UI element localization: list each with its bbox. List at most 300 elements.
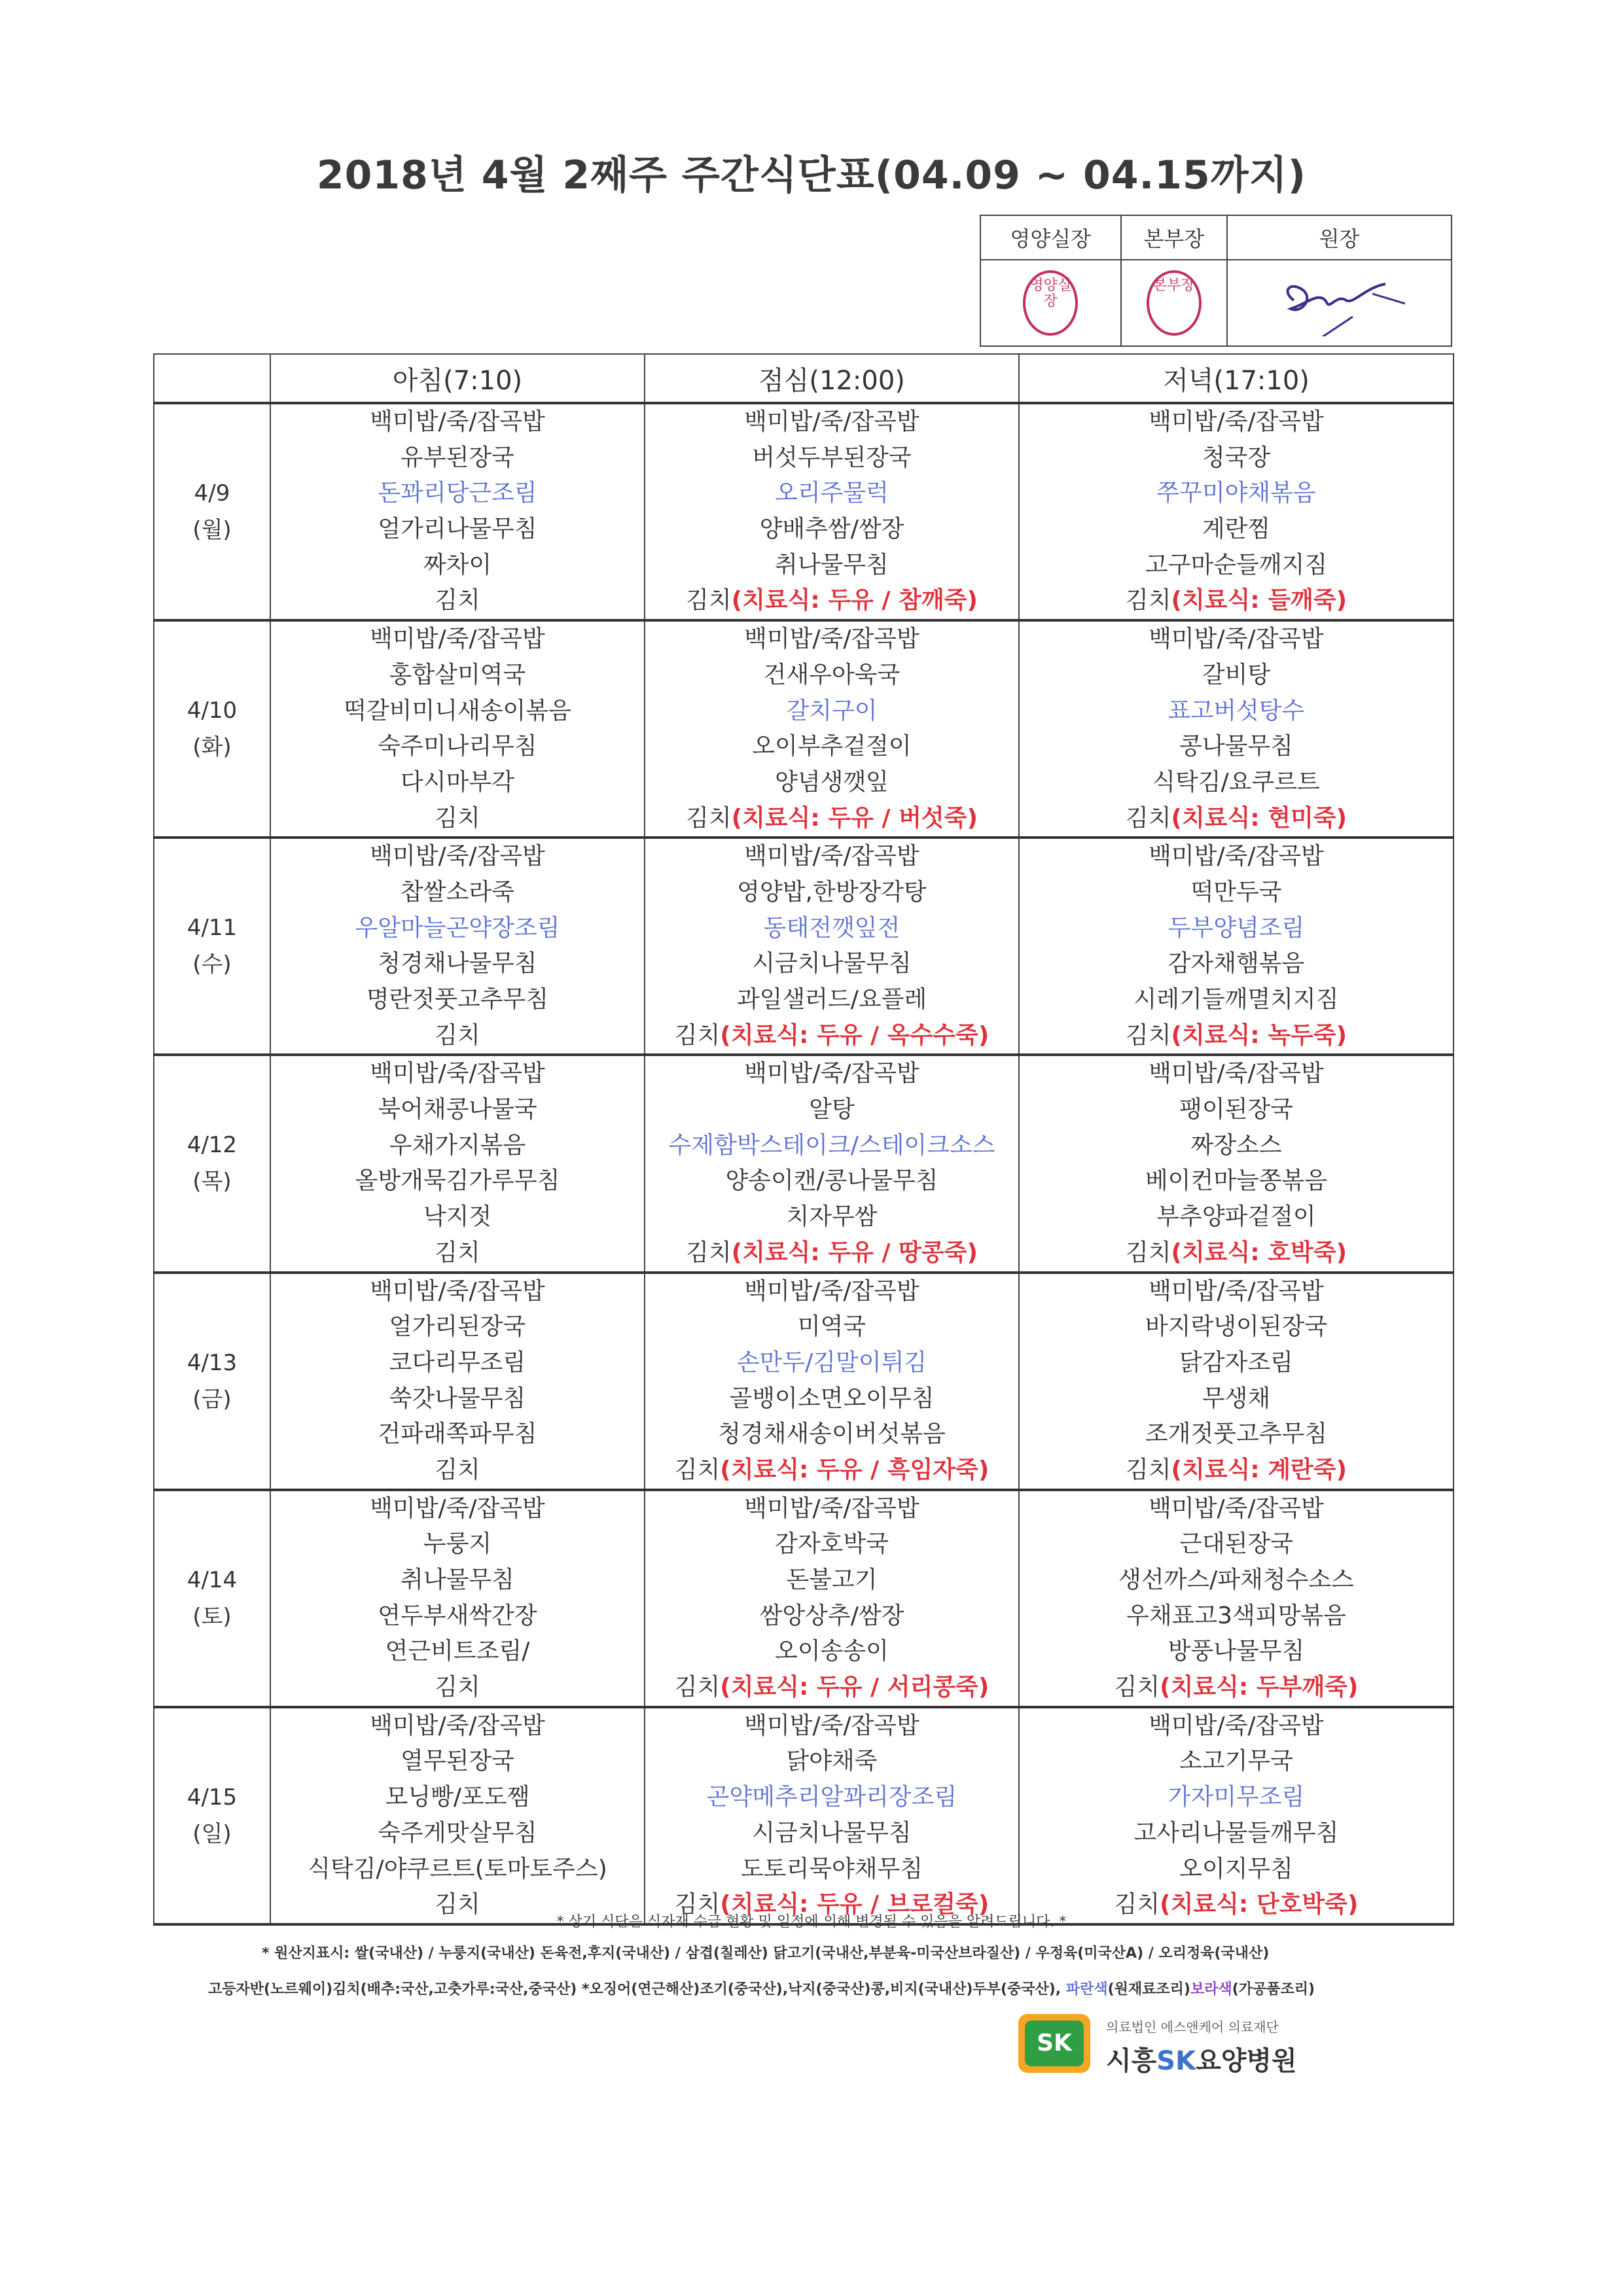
hospital-logo-icon [1018, 2014, 1090, 2073]
menu-item-text: 백미밥/죽/잡곡밥 [744, 1277, 919, 1305]
menu-item-text: 얼가리나물무침 [378, 516, 537, 543]
menu-item [645, 658, 1018, 694]
menu-item [271, 1780, 644, 1816]
menu-item-text: 백미밥/죽/잡곡밥 [370, 1494, 545, 1522]
menu-item [645, 1816, 1018, 1852]
menu-item [1020, 946, 1453, 982]
menu-item-text: 백미밥/죽/잡곡밥 [744, 1060, 919, 1087]
menu-item-text: 백미밥/죽/잡곡밥 [1149, 1712, 1324, 1739]
legend-blue-desc: (원재료조리) [1107, 1981, 1190, 1998]
menu-item [1020, 1274, 1453, 1310]
menu-item [645, 801, 1018, 837]
menu-item-text: 두부양념조림 [1168, 914, 1305, 942]
menu-item-text: 김치 [686, 804, 732, 832]
menu-item [1020, 658, 1453, 694]
menu-item [271, 1163, 644, 1199]
menu-item [271, 729, 644, 765]
day-weekday: (월) [192, 517, 232, 544]
menu-item-text: 백미밥/죽/잡곡밥 [370, 408, 545, 435]
menu-item-text: 고사리나물들깨무침 [1133, 1819, 1339, 1846]
menu-item-text: 모닝빵/포도쨈 [385, 1784, 530, 1811]
column-header-dinner: 저녁(17:10) [1019, 354, 1454, 403]
menu-item [1020, 1816, 1453, 1852]
menu-item-text: 우채가지볶음 [389, 1131, 526, 1159]
menu-item [271, 982, 644, 1018]
menu-item [1020, 875, 1453, 911]
menu-item [271, 694, 644, 730]
menu-item-text: 건새우아욱국 [763, 661, 901, 688]
day-date: 4/15 [187, 1784, 238, 1810]
menu-item-text: 손만두/김말이튀김 [736, 1349, 927, 1376]
page-title: 2018년 4월 2째주 주간식단표(04.09 ~ 04.15까지) [316, 152, 1307, 198]
menu-item-text: 백미밥/죽/잡곡밥 [744, 1494, 919, 1522]
menu-item-text: 가자미무조림 [1168, 1784, 1305, 1811]
menu-item-text: 유부된장국 [401, 444, 514, 471]
menu-item [645, 1381, 1018, 1417]
menu-body [154, 403, 1454, 1924]
menu-item-text: 우채표고3색피망볶음 [1126, 1602, 1346, 1629]
menu-item [1020, 1309, 1453, 1345]
menu-item-text: 고구마순들깨지짐 [1145, 551, 1328, 578]
menu-item-text: 조개젓풋고추무침 [1145, 1421, 1328, 1448]
org-name-accent: SK [1156, 2046, 1196, 2076]
menu-item [271, 946, 644, 982]
menu-item [645, 875, 1018, 911]
corner-cell [154, 354, 270, 403]
menu-item [1020, 1670, 1453, 1706]
therapeutic-diet-note: (치료식: 두유 / 참깨죽) [731, 587, 978, 614]
menu-item-text: 김치 [1114, 1891, 1160, 1918]
menu-item [645, 622, 1018, 658]
menu-item [1020, 1563, 1453, 1598]
menu-item-text: 김치 [435, 1674, 480, 1701]
menu-item [645, 440, 1018, 476]
menu-item-text: 백미밥/죽/잡곡밥 [1149, 1060, 1324, 1087]
origin-line-1: * 원산지표시: 쌀(국내산) / 누룽지(국내산) 돈육전,후지(국내산) / 삼겹(칠레산) 닭고기(국내산,부분육-미국산브라질산) / 우정육(미국산A) / 오리정육(국내산) [262, 1945, 1270, 1962]
org-name-prefix: 시흥 [1106, 2046, 1157, 2076]
lunch-cell [645, 620, 1019, 838]
therapeutic-diet-note: (치료식: 들깨죽) [1171, 587, 1347, 614]
menu-item [271, 1128, 644, 1164]
menu-item [271, 801, 644, 837]
legend-purple-desc: (가공품조리) [1232, 1981, 1315, 1998]
menu-item-text: 백미밥/죽/잡곡밥 [370, 843, 545, 870]
menu-item [1020, 1092, 1453, 1128]
breakfast-cell [270, 620, 645, 838]
menu-item [271, 1235, 644, 1271]
stamp-director: 본부장 [1147, 270, 1202, 336]
menu-item [271, 1816, 644, 1852]
day-row [154, 1273, 1454, 1490]
menu-item-text: 떡갈비미니새송이볶음 [344, 697, 571, 724]
menu-item [1020, 1634, 1453, 1670]
menu-item-text: 식탁김/요쿠르트 [1152, 768, 1320, 796]
menu-item-text: 백미밥/죽/잡곡밥 [1149, 408, 1324, 435]
menu-item [1020, 1598, 1453, 1634]
menu-item-text: 김치 [674, 1674, 721, 1701]
menu-item [1020, 1018, 1453, 1054]
menu-item [645, 1199, 1018, 1235]
menu-item-text: 홍합살미역국 [389, 661, 526, 688]
menu-item-text: 짜차이 [423, 551, 492, 578]
dinner-cell [1019, 1490, 1454, 1707]
menu-item-text: 양념생깻잎 [775, 768, 889, 796]
menu-item [271, 1381, 644, 1417]
menu-item [271, 1744, 644, 1780]
menu-item-text: 코다리무조림 [389, 1349, 526, 1376]
day-weekday: (토) [192, 1603, 232, 1630]
day-date: 4/12 [187, 1132, 238, 1159]
menu-item-text: 곤약메추리알꽈리장조림 [706, 1784, 957, 1811]
menu-item-text: 열무된장국 [401, 1748, 514, 1775]
menu-item-text: 부추양파겉절이 [1156, 1203, 1316, 1231]
menu-item-text: 백미밥/죽/잡곡밥 [744, 626, 919, 653]
menu-item-text: 갈비탕 [1202, 661, 1271, 688]
menu-item-text: 닭감자조림 [1179, 1349, 1293, 1376]
menu-item [271, 1417, 644, 1453]
menu-item [645, 404, 1018, 440]
signature-icon [1274, 264, 1405, 336]
menu-item [1020, 440, 1453, 476]
therapeutic-diet-note: (치료식: 두유 / 옥수수죽) [720, 1021, 990, 1049]
origin-line-2-prefix: 고등자반(노르웨이)김치(배추:국산,고춧가루:국산,중국산) *오징어(연근해산)조기(중국산),낙지(중국산)콩,비지(국내산)두부(중국산), [208, 1981, 1066, 1998]
menu-item [1020, 1128, 1453, 1164]
menu-item-text: 연두부새싹간장 [378, 1602, 537, 1629]
menu-item [271, 548, 644, 584]
day-date: 4/13 [187, 1349, 238, 1376]
menu-item-text: 골뱅이소면오이무침 [729, 1385, 935, 1412]
menu-item [645, 1708, 1018, 1744]
menu-item-text: 생선까스/파채청수소스 [1118, 1566, 1354, 1593]
menu-item-text: 백미밥/죽/잡곡밥 [1149, 843, 1324, 870]
day-date: 4/14 [187, 1566, 238, 1593]
breakfast-cell [270, 838, 645, 1055]
menu-item-text: 도토리묵야채무침 [740, 1855, 923, 1882]
day-cell [154, 838, 270, 1055]
menu-item-text: 콩나물무침 [1179, 733, 1293, 760]
menu-item [271, 1491, 644, 1527]
menu-item [645, 1309, 1018, 1345]
menu-item [1020, 476, 1453, 512]
menu-item [271, 583, 644, 619]
menu-item-text: 오이부추겉절이 [752, 733, 912, 760]
dinner-cell [1019, 403, 1454, 620]
approval-header-nutrition: 영양실장 [980, 215, 1121, 260]
menu-item [645, 583, 1018, 619]
menu-item [271, 765, 644, 801]
menu-item-text: 시금치나물무침 [752, 950, 912, 978]
menu-item-text: 얼가리된장국 [389, 1313, 526, 1341]
menu-item-text: 백미밥/죽/잡곡밥 [370, 1712, 545, 1739]
menu-item-text: 버섯두부된장국 [752, 444, 912, 471]
menu-item [271, 622, 644, 658]
menu-item-text: 김치 [435, 804, 480, 832]
menu-item-text: 양배추쌈/쌈장 [759, 516, 904, 543]
menu-item [645, 1128, 1018, 1164]
dinner-cell [1019, 1273, 1454, 1490]
menu-item-text: 시레기들깨멸치지짐 [1133, 986, 1339, 1013]
menu-item-text: 백미밥/죽/잡곡밥 [744, 843, 919, 870]
menu-item-text: 식탁김/야쿠르트(토마토주스) [308, 1855, 607, 1882]
menu-item [1020, 1744, 1453, 1780]
menu-item-text: 김치 [1125, 804, 1171, 832]
menu-item-text: 김치 [435, 1891, 480, 1918]
column-header-breakfast: 아침(7:10) [270, 354, 645, 403]
menu-item-text: 김치 [686, 1239, 732, 1266]
menu-item-text: 김치 [686, 587, 732, 614]
menu-item [271, 1056, 644, 1092]
menu-item-text: 백미밥/죽/잡곡밥 [1149, 1277, 1324, 1305]
menu-item [1020, 694, 1453, 730]
menu-item [1020, 1708, 1453, 1744]
menu-item-text: 올방개묵김가루무침 [355, 1167, 560, 1195]
menu-item [645, 476, 1018, 512]
menu-item [1020, 839, 1453, 875]
menu-item-text: 감자호박국 [775, 1530, 889, 1558]
menu-item-text: 백미밥/죽/잡곡밥 [370, 1277, 545, 1305]
dinner-cell [1019, 1055, 1454, 1272]
menu-item [271, 1274, 644, 1310]
menu-item-text: 과일샐러드/요플레 [736, 986, 927, 1013]
menu-item-text: 오리주물럭 [775, 480, 889, 507]
menu-item [271, 839, 644, 875]
menu-item-text: 김치 [674, 1456, 721, 1483]
legend-purple: 보라색 [1190, 1981, 1232, 1998]
dinner-cell [1019, 838, 1454, 1055]
menu-item-text: 쑥갓나물무침 [389, 1385, 526, 1412]
menu-item [645, 765, 1018, 801]
menu-item [1020, 1235, 1453, 1271]
menu-item-text: 소고기무국 [1179, 1748, 1293, 1775]
menu-item-text: 오이송송이 [775, 1638, 889, 1665]
menu-item [645, 1527, 1018, 1563]
menu-item-text: 우알마늘곤약장조림 [355, 914, 560, 942]
menu-item [271, 404, 644, 440]
approval-header-head: 원장 [1227, 215, 1452, 260]
therapeutic-diet-note: (치료식: 두유 / 흑임자죽) [720, 1456, 990, 1483]
menu-item [1020, 1417, 1453, 1453]
menu-item [271, 512, 644, 548]
logo-text: SK [1025, 2021, 1084, 2066]
org-name [1106, 2040, 1297, 2077]
day-cell [154, 620, 270, 838]
menu-item-text: 김치 [1114, 1674, 1160, 1701]
menu-item-text: 연근비트조림/ [385, 1638, 530, 1665]
menu-item [645, 1491, 1018, 1527]
day-weekday: (화) [192, 734, 232, 761]
day-date: 4/9 [194, 480, 230, 507]
menu-item [271, 1852, 644, 1888]
menu-item [645, 729, 1018, 765]
menu-item [1020, 1345, 1453, 1381]
menu-item [645, 1670, 1018, 1706]
menu-item [645, 1163, 1018, 1199]
menu-item [271, 1634, 644, 1670]
day-row [154, 1707, 1454, 1924]
day-cell [154, 403, 270, 620]
menu-item [645, 1744, 1018, 1780]
menu-item-text: 돈불고기 [786, 1566, 878, 1593]
change-notice: * 상기 식단은 식자재 수급 현황 및 일정에 의해 변경될 수 있음을 알려드립니다. * [556, 1914, 1067, 1930]
menu-item-text: 계란찜 [1202, 516, 1271, 543]
menu-item-text: 돈꽈리당근조림 [378, 480, 537, 507]
org-name-suffix: 요양병원 [1196, 2046, 1297, 2076]
menu-item [645, 982, 1018, 1018]
breakfast-cell [270, 1273, 645, 1490]
day-cell [154, 1055, 270, 1272]
menu-item [645, 1634, 1018, 1670]
menu-item [271, 476, 644, 512]
menu-item [1020, 1453, 1453, 1489]
day-row [154, 620, 1454, 838]
menu-item [645, 1235, 1018, 1271]
menu-item-text: 백미밥/죽/잡곡밥 [370, 626, 545, 653]
menu-item-text: 근대된장국 [1179, 1530, 1293, 1558]
therapeutic-diet-note: (치료식: 녹두죽) [1171, 1021, 1347, 1049]
menu-item [1020, 1056, 1453, 1092]
menu-item [1020, 1381, 1453, 1417]
menu-item [271, 1708, 644, 1744]
menu-item [271, 875, 644, 911]
breakfast-cell [270, 1707, 645, 1924]
menu-item [1020, 548, 1453, 584]
therapeutic-diet-note: (치료식: 단호박죽) [1160, 1891, 1359, 1918]
menu-item-text: 팽이된장국 [1179, 1096, 1293, 1123]
lunch-cell [645, 1055, 1019, 1272]
menu-table [153, 353, 1454, 1926]
day-row [154, 1055, 1454, 1272]
menu-item-text: 김치 [435, 1456, 480, 1483]
menu-item-text: 갈치구이 [786, 697, 878, 724]
breakfast-cell [270, 1055, 645, 1272]
menu-item [271, 1092, 644, 1128]
menu-item [1020, 1527, 1453, 1563]
menu-item [1020, 512, 1453, 548]
stamp-nutrition: 영양실장 [1023, 270, 1078, 336]
menu-item [1020, 801, 1453, 837]
menu-item-text: 명란젓풋고추무침 [366, 986, 549, 1013]
menu-item-text: 숙주게맛살무침 [378, 1819, 537, 1846]
menu-item-text: 양송이캔/콩나물무침 [725, 1167, 938, 1195]
menu-item-text: 짜장소스 [1190, 1131, 1282, 1159]
menu-item [271, 1199, 644, 1235]
menu-item [1020, 1199, 1453, 1235]
day-weekday: (금) [192, 1386, 232, 1413]
menu-item-text: 김치 [435, 1021, 480, 1049]
menu-item-text: 다시마부각 [401, 768, 514, 796]
menu-item-text: 김치 [1125, 1021, 1171, 1049]
day-cell [154, 1273, 270, 1490]
menu-item-text: 치자무쌈 [786, 1203, 878, 1231]
menu-item [271, 1563, 644, 1598]
menu-item [645, 1018, 1018, 1054]
menu-item [645, 946, 1018, 982]
day-row [154, 403, 1454, 620]
menu-item-text: 김치 [1125, 1456, 1171, 1483]
day-row [154, 838, 1454, 1055]
menu-item-text: 떡만두국 [1190, 878, 1282, 906]
menu-item-text: 취나물무침 [401, 1566, 514, 1593]
menu-item [645, 1852, 1018, 1888]
therapeutic-diet-note: (치료식: 계란죽) [1171, 1456, 1347, 1483]
therapeutic-diet-note: (치료식: 호박죽) [1171, 1239, 1347, 1266]
dinner-cell [1019, 620, 1454, 838]
menu-item [271, 1598, 644, 1634]
menu-item [271, 1453, 644, 1489]
menu-item [271, 1309, 644, 1345]
menu-item-text: 김치 [435, 1239, 480, 1266]
lunch-cell [645, 1273, 1019, 1490]
menu-item-text: 누룽지 [423, 1530, 492, 1558]
menu-item-text: 쌈앙상추/쌈장 [759, 1602, 904, 1629]
menu-item [1020, 404, 1453, 440]
therapeutic-diet-note: (치료식: 두유 / 땅콩죽) [731, 1239, 978, 1266]
org-subtitle: 의료법인 에스앤케어 의료재단 [1106, 2019, 1279, 2035]
menu-item [645, 548, 1018, 584]
menu-item [645, 1453, 1018, 1489]
column-header-lunch: 점심(12:00) [645, 354, 1019, 403]
menu-item-text: 감자채햄볶음 [1168, 950, 1305, 978]
menu-item-text: 김치 [1125, 1239, 1171, 1266]
menu-item [645, 1598, 1018, 1634]
lunch-cell [645, 838, 1019, 1055]
menu-item-text: 베이컨마늘쫑볶음 [1145, 1167, 1328, 1195]
menu-item-text: 김치 [674, 1021, 721, 1049]
menu-item-text: 김치 [1125, 587, 1171, 614]
menu-item-text: 취나물무침 [775, 551, 889, 578]
breakfast-cell [270, 403, 645, 620]
menu-item-text: 동태전깻잎전 [763, 914, 901, 942]
menu-item-text: 청경채나물무침 [378, 950, 537, 978]
menu-item [645, 1056, 1018, 1092]
menu-item-text: 쭈꾸미야채볶음 [1156, 480, 1316, 507]
therapeutic-diet-note: (치료식: 두유 / 브로컬죽) [720, 1891, 990, 1918]
day-cell [154, 1707, 270, 1924]
therapeutic-diet-note: (치료식: 두유 / 서리콩죽) [720, 1674, 990, 1701]
menu-item-text: 백미밥/죽/잡곡밥 [744, 1712, 919, 1739]
menu-item [645, 1345, 1018, 1381]
menu-item-text: 낙지젓 [423, 1203, 492, 1231]
menu-item-text: 바지락냉이된장국 [1145, 1313, 1328, 1341]
menu-item-text: 방풍나물무침 [1168, 1638, 1305, 1665]
menu-item [1020, 911, 1453, 947]
menu-item [645, 1780, 1018, 1816]
legend-blue: 파란색 [1065, 1981, 1108, 1998]
day-cell [154, 1490, 270, 1707]
menu-item [645, 1092, 1018, 1128]
menu-item-text: 백미밥/죽/잡곡밥 [1149, 626, 1324, 653]
menu-item-text: 백미밥/죽/잡곡밥 [370, 1060, 545, 1087]
approval-header-director: 본부장 [1121, 215, 1228, 260]
menu-item [271, 1345, 644, 1381]
menu-item [645, 1274, 1018, 1310]
day-date: 4/11 [187, 915, 238, 942]
menu-item [271, 1527, 644, 1563]
menu-item [1020, 1780, 1453, 1816]
origin-line-2 [208, 1978, 1452, 1998]
menu-item [271, 1670, 644, 1706]
menu-item-text: 찹쌀소라죽 [401, 878, 514, 906]
menu-item-text: 건파래쪽파무침 [378, 1421, 537, 1448]
therapeutic-diet-note: (치료식: 두유 / 버섯죽) [731, 804, 978, 832]
menu-item [645, 1563, 1018, 1598]
menu-item [1020, 622, 1453, 658]
menu-item [1020, 1491, 1453, 1527]
day-weekday: (수) [192, 951, 232, 978]
menu-item [645, 694, 1018, 730]
dinner-cell [1019, 1707, 1454, 1924]
menu-item-text: 영양밥,한방장각탕 [737, 878, 927, 906]
